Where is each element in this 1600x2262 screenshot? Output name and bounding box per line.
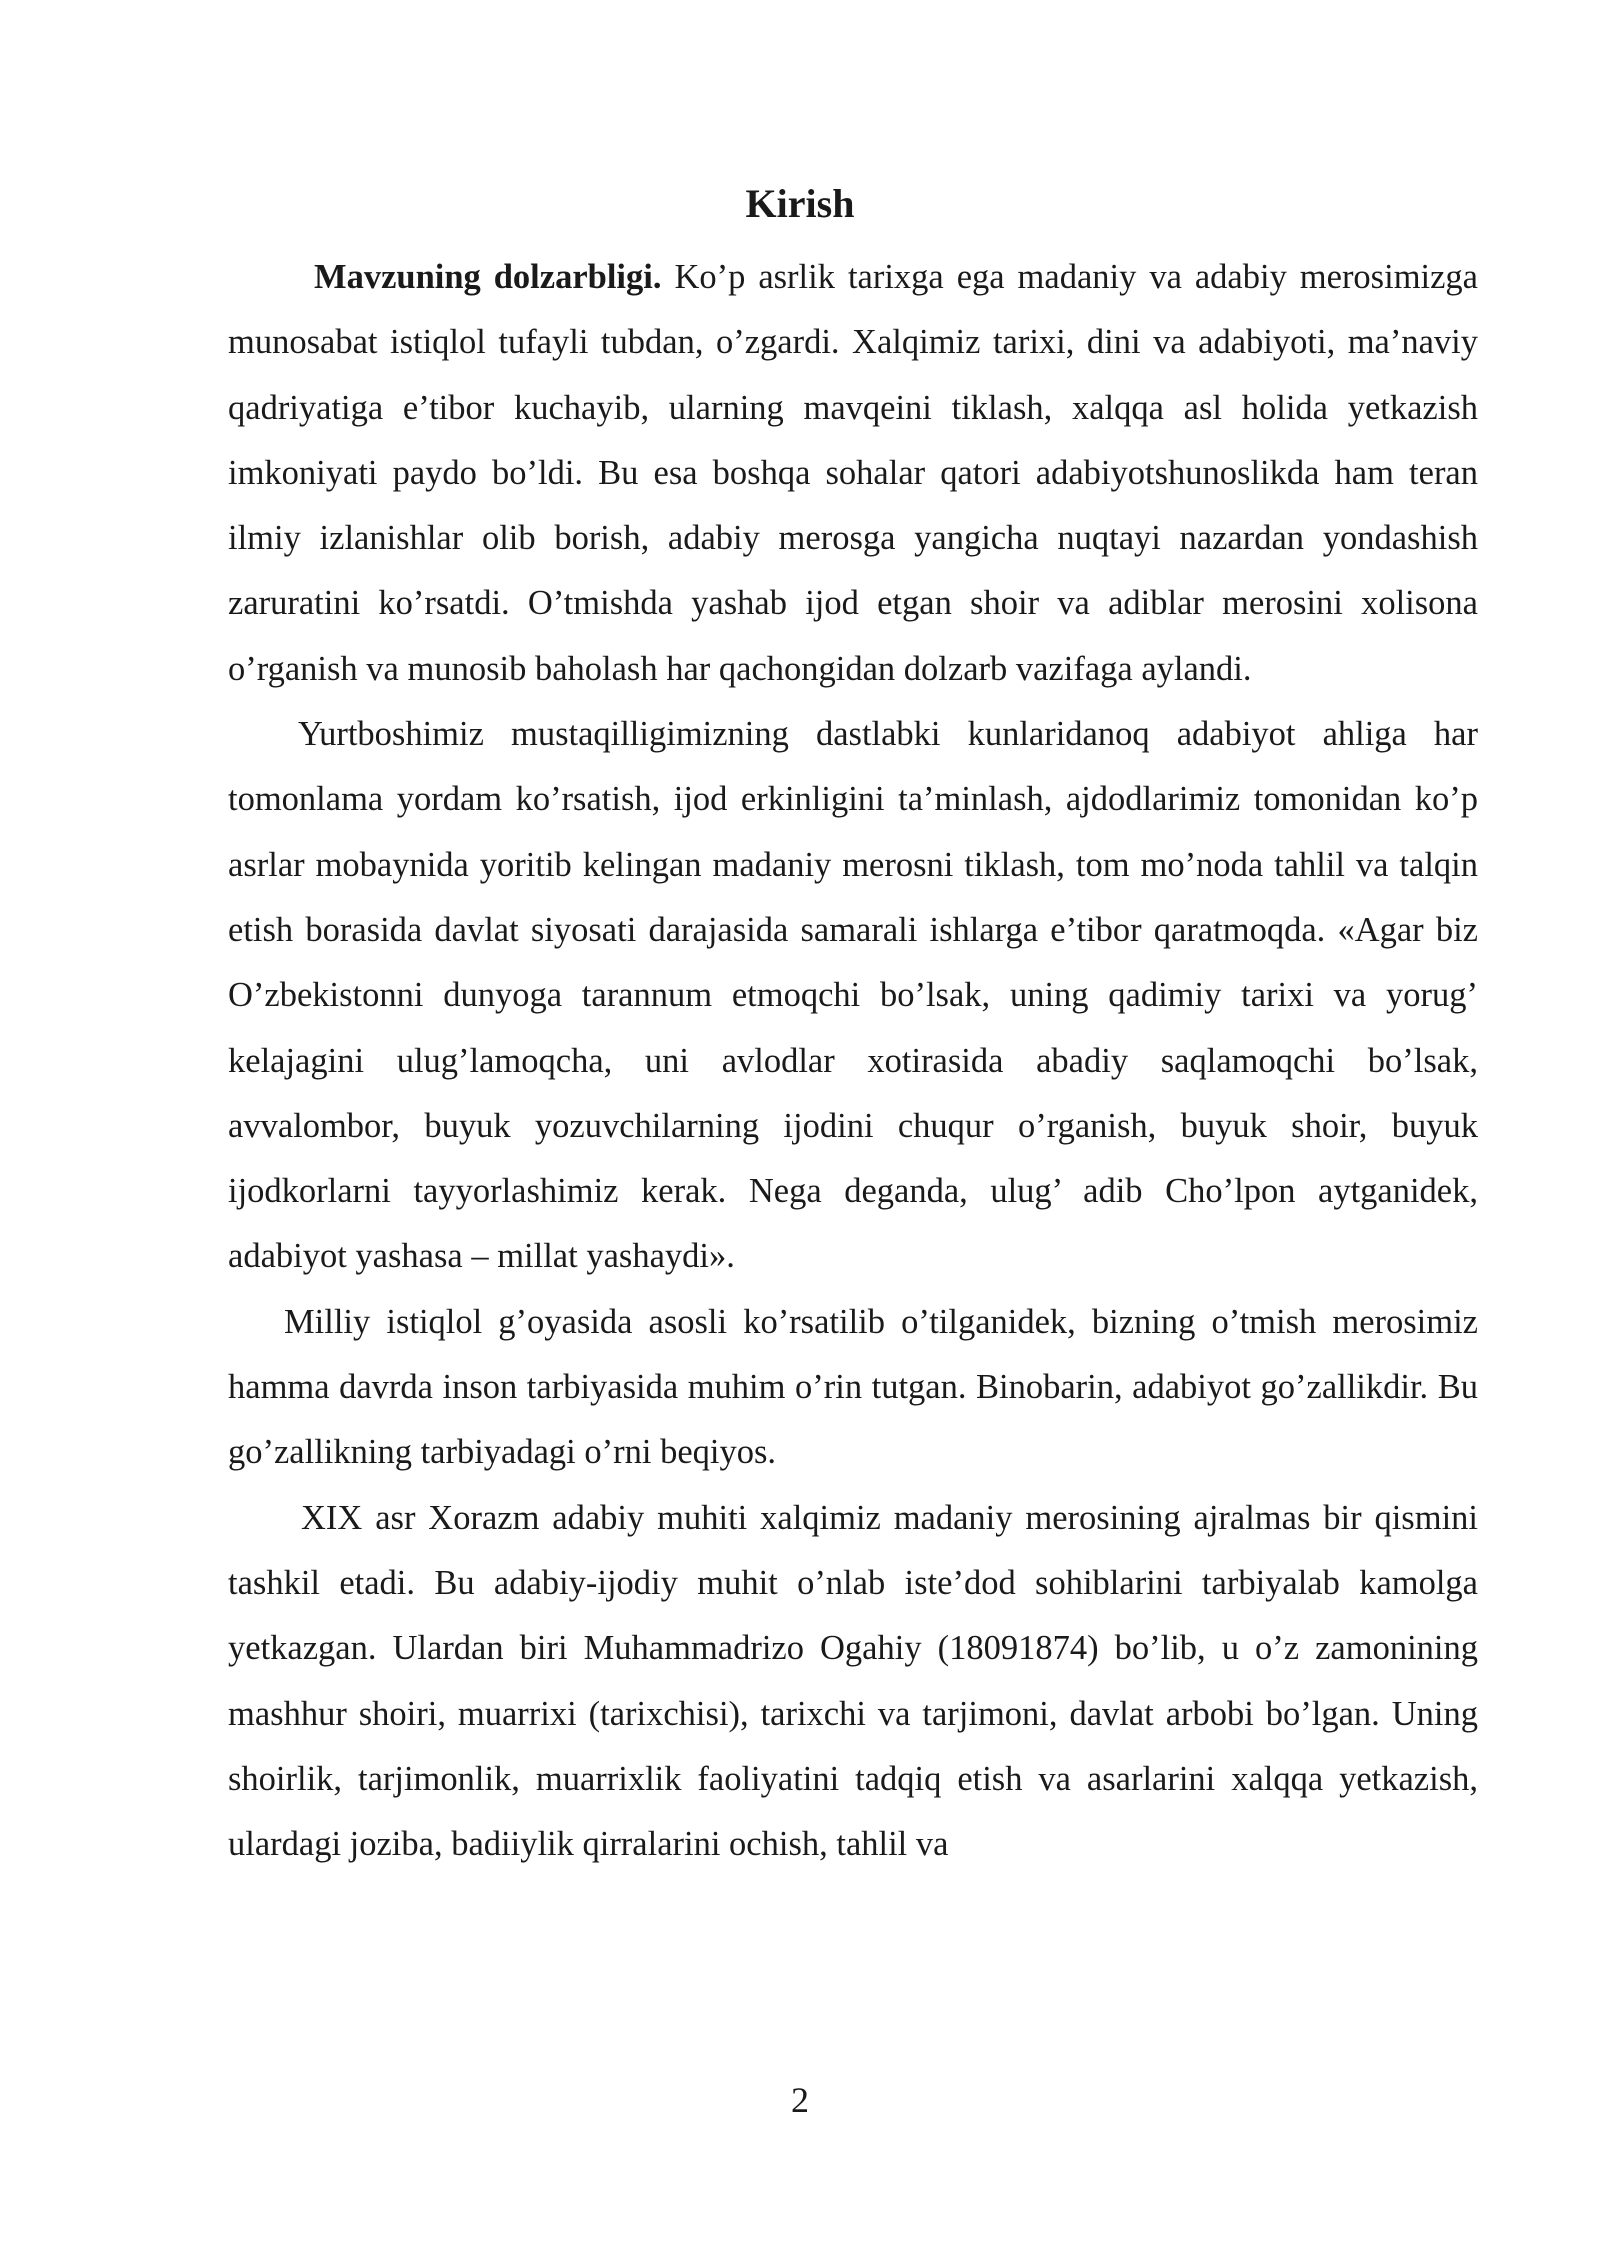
paragraph-text: Milliy istiqlol g’oyasida asosli ko’rsatilib o’tilganidek, bizning o’tmish merosimiz hamma davrda inson tarbiyasida muhim o’rin tutgan. Binobarin, adabiyot go’zallikdir. Bu go’zallikning tarbiyadagi o’rni beqiyos. — [228, 1302, 1478, 1472]
page-title: Kirish — [745, 181, 855, 226]
paragraph-text: XIX asr Xorazm adabiy muhiti xalqimiz madaniy merosining ajralmas bir qismini tashkil etadi. Bu adabiy-ijodiy muhit o’nlab iste’dod sohiblarini tarbiyalab kamolga yetkazgan. Ulardan biri Muhammadrizo Ogahiy (18091874) bo’lib, u o’z zamonining mashhur shoiri, muarrixi (tarixchisi), tarixchi va tarjimoni, davlat arbobi bo’lgan. Uning shoirlik, tarjimonlik, muarrixlik faoliyatini tadqiq etish va asarlarini xalqqa yetkazish, ulardagi joziba, badiiylik qirralarini ochish, tahlil va — [228, 1498, 1478, 1864]
paragraph-text: Yurtboshimiz mustaqilligimizning dastlabki kunlaridanoq adabiyot ahliga har tomonlama yordam ko’rsatish, ijod erkinligini ta’minlash, ajdodlarimiz tomonidan ko’p asrlar mobaynida yoritib kelingan madaniy merosni tiklash, tom mo’noda tahlil va talqin etish borasida davlat siyosati darajasida samarali ishlarga e’tibor qaratmoqda. «Agar biz O’zbekistonni dunyoga tarannum etmoqchi bo’lsak, uning qadimiy tarixi va yorug’ kelajagini ulug’lamoqcha, uni avlodlar xotirasida abadiy saqlamoqchi bo’lsak, avvalombor, buyuk yozuvchilarning ijodini chuqur o’rganish, buyuk shoir, buyuk ijodkorlarni tayyorlashimiz kerak. Nega deganda, ulug’ adib Cho’lpon aytganidek, adabiyot yashasa – millat yashaydi». — [228, 715, 1478, 1276]
body-text — [228, 245, 1478, 1877]
page-number: 2 — [791, 2080, 809, 2120]
paragraph-text: Ko’p asrlik tarixga ega madaniy va adabiy merosimizga munosabat istiqlol tufayli tubdan, o’zgardi. Xalqimiz tarixi, dini va adabiyoti, ma’naviy qadriyatiga e’tibor kuchayib, ularning mavqeini tiklash, xalqqa asl holida yetkazish imkoniyati paydo bo’ldi. Bu esa boshqa sohalar qatori adabiyotshunoslikda ham teran ilmiy izlanishlar olib borish, adabiy merosga yangicha nuqtayi nazardan yondashish zaruratini ko’rsatdi. O’tmishda yashab ijod etgan shoir va adiblar merosini xolisona o’rganish va munosib baholash har qachongidan dolzarb vazifaga aylandi. — [228, 258, 1478, 688]
paragraph-lead-heading: Mavzuning dolzarbligi. — [314, 258, 662, 296]
paragraph-relevance — [228, 245, 1478, 702]
